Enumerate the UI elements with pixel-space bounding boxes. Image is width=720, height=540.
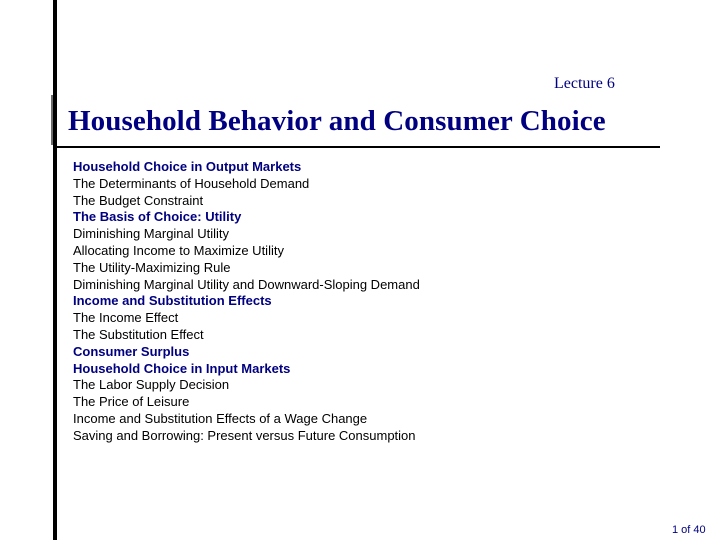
outline-item: Diminishing Marginal Utility — [73, 226, 230, 242]
outline-item: The Utility-Maximizing Rule — [73, 259, 231, 275]
lecture-label: Lecture 6 — [554, 75, 615, 92]
outline-heading: Consumer Surplus — [73, 343, 190, 359]
outline-item: The Budget Constraint — [73, 192, 204, 208]
outline-item: The Determinants of Household Demand — [73, 175, 310, 191]
outline-item: The Substitution Effect — [73, 326, 204, 342]
outline-item: The Price of Leisure — [73, 394, 190, 410]
outline-item: Saving and Borrowing: Present versus Future Consumption — [73, 427, 416, 443]
outline-item: The Labor Supply Decision — [73, 377, 230, 393]
slide-title: Household Behavior and Consumer Choice — [68, 105, 606, 137]
outline-item: Income and Substitution Effects of a Wage Change — [73, 410, 368, 426]
left-border-bar — [53, 0, 57, 540]
outline-heading: The Basis of Choice: Utility — [73, 209, 242, 225]
outline-item: The Income Effect — [73, 310, 179, 326]
outline-heading: Income and Substitution Effects — [73, 293, 272, 309]
outline-heading: Household Choice in Output Markets — [73, 159, 302, 174]
outline-heading: Household Choice in Input Markets — [73, 360, 291, 376]
outline-item: Allocating Income to Maximize Utility — [73, 242, 284, 258]
page-number: 1 of 40 — [672, 524, 706, 536]
outline-item: Diminishing Marginal Utility and Downward-Sloping Demand — [73, 276, 420, 292]
title-underline — [57, 146, 660, 148]
outline-list — [73, 159, 420, 445]
left-border-shadow — [51, 95, 53, 145]
